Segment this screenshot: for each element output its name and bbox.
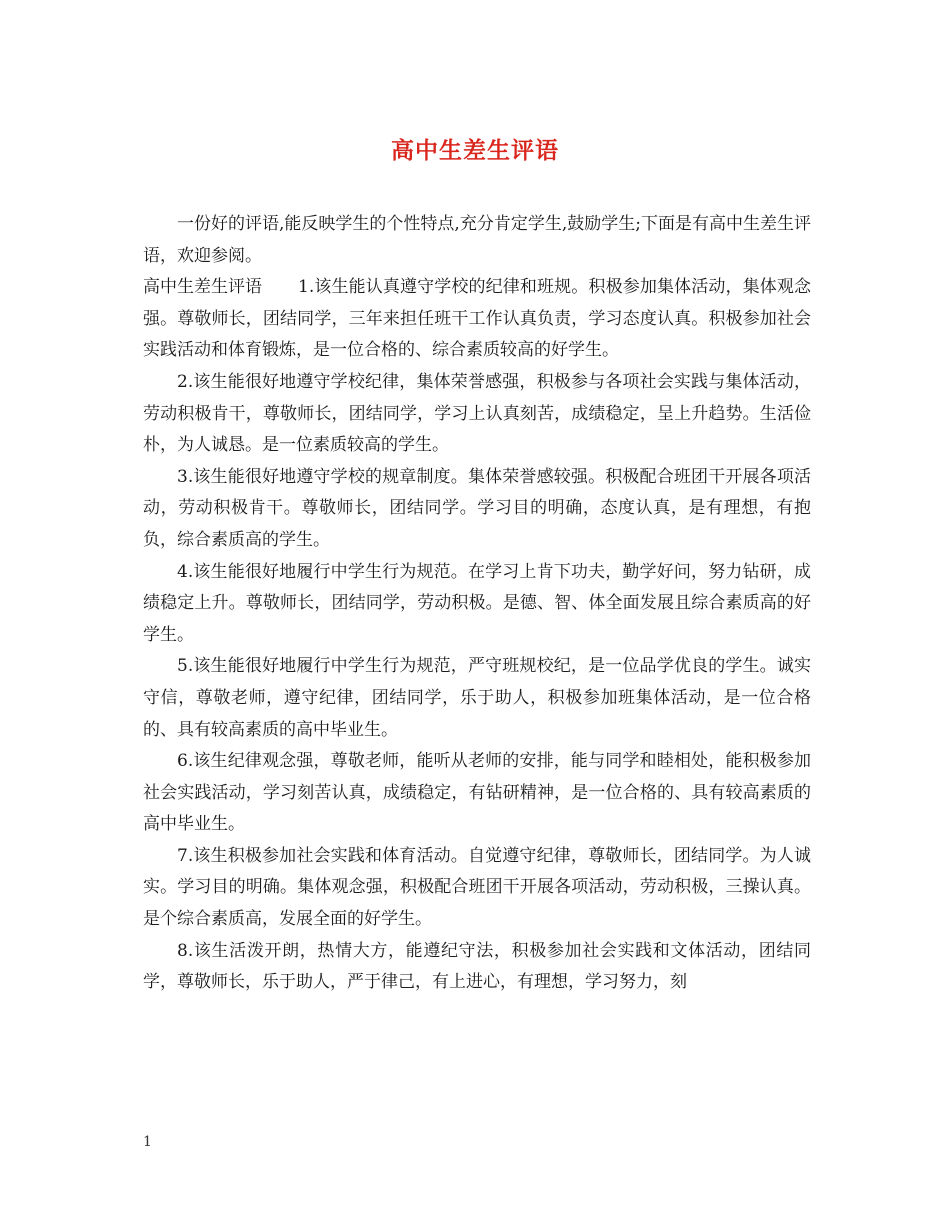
comment-item-2: 2.该生能很好地遵守学校纪律，集体荣誉感强，积极参与各项社会实践与集体活动，劳动积极肯干，尊敬师长，团结同学，学习上认真刻苦，成绩稳定，呈上升趋势。生活俭朴，为人诚恳。是一位素质较高的学生。 [143,371,811,456]
document-body [143,209,811,999]
comment-item-7: 7.该生积极参加社会实践和体育活动。自觉遵守纪律，尊敬师长，团结同学。为人诚实。学习目的明确。集体观念强，积极配合班团干开展各项活动，劳动积极，三操认真。是个综合素质高，发展全面的好学生。 [143,845,811,930]
first-comment-paragraph [143,272,811,367]
comment-item-8: 8.该生活泼开朗，热情大方，能遵纪守法，积极参加社会实践和文体活动，团结同学，尊敬师长，乐于助人，严于律己，有上进心，有理想，学习努力，刻 [143,940,811,993]
page-title: 高中生差生评语 [391,137,559,164]
comment-item-1: 1.该生能认真遵守学校的纪律和班规。积极参加集体活动，集体观念强。尊敬师长，团结同学，三年来担任班干工作认真负责，学习态度认真。积极参加社会实践活动和体育锻炼，是一位合格的、综合素质较高的好学生。 [143,277,811,361]
comment-item-5: 5.该生能很好地履行中学生行为规范，严守班规校纪，是一位品学优良的学生。诚实守信，尊敬老师，遵守纪律，团结同学，乐于助人，积极参加班集体活动，是一位合格的、具有较高素质的高中毕业生。 [143,656,811,740]
comment-item-4: 4.该生能很好地履行中学生行为规范。在学习上肯下功夫，勤学好问，努力钻研，成绩稳定上升。尊敬师长，团结同学，劳动积极。是德、智、体全面发展且综合素质高的好学生。 [143,561,811,645]
comment-item-3: 3.该生能很好地遵守学校的规章制度。集体荣誉感较强。积极配合班团干开展各项活动，劳动积极肯干。尊敬师长，团结同学。学习目的明确，态度认真，是有理想，有抱负，综合素质高的学生。 [143,466,811,550]
section-label: 高中生差生评语 [143,277,262,298]
comment-item-6: 6.该生纪律观念强，尊敬老师，能听从老师的安排，能与同学和睦相处，能积极参加社会实践活动，学习刻苦认真，成绩稳定，有钻研精神，是一位合格的、具有较高素质的高中毕业生。 [143,751,811,835]
intro-paragraph: 一份好的评语,能反映学生的个性特点,充分肯定学生,鼓励学生;下面是有高中生差生评语，欢迎参阅。 [143,214,811,266]
page-number: 1 [143,1134,152,1150]
